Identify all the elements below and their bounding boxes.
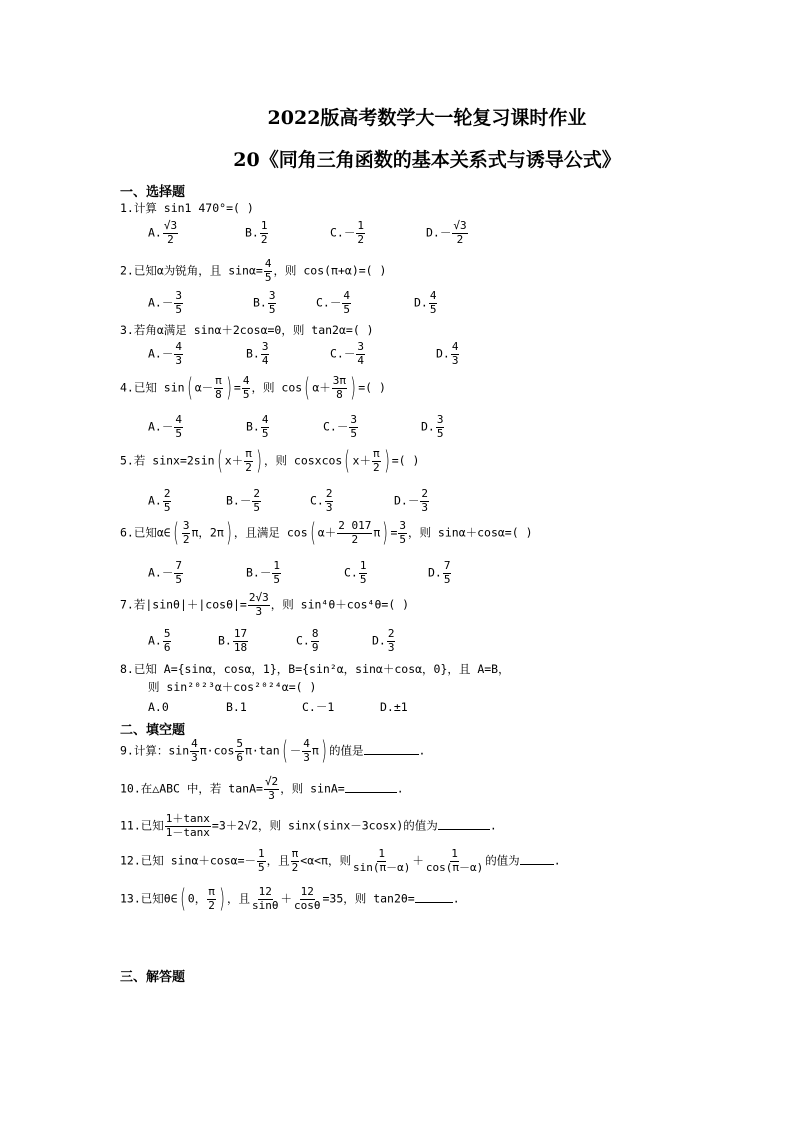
q6-option-a: A.－ $\frac{7}{5}$ <box>148 559 182 586</box>
q2-option-b: B. $\frac{3}{5}$ <box>253 289 276 316</box>
question-1: 1.计算 sin1 470°=( ) <box>120 201 254 215</box>
q8-option-a: A.0 <box>148 700 169 714</box>
q3-option-b: B. $\frac{3}{4}$ <box>246 340 269 367</box>
worksheet-title: 2022版高考数学大一轮复习课时作业 <box>267 107 587 129</box>
q8-option-d: D.±1 <box>380 700 408 714</box>
question-4: 4.已知 sin( α－ $\frac{\pi}{8}$ ) = $\frac{4}{5}$ ，则 cos( α＋ $\frac{3\pi}{8}$ ) =( ) <box>120 373 386 404</box>
q4-option-c: C.－ $\frac{3}{5}$ <box>323 413 357 440</box>
q5-option-c: C. $\frac{2}{3}$ <box>310 487 333 514</box>
q7-option-b: B. $\frac{17}{18}$ <box>218 627 248 654</box>
question-12: 12.已知 sinα＋cosα=－ $\frac{1}{5}$ ，且 $\frac{\pi}{2}$ <α<π，则 $\frac{1}{\sin(\pi-\alpha)}$ ＋ $\frac{1}{\cos(\pi-\alpha)}$ 的值为 . <box>120 847 561 874</box>
question-3: 3.若角α满足 sinα＋2cosα=0，则 tan2α=( ) <box>120 323 374 337</box>
q1-option-d: D.－ $\frac{√3}{2}$ <box>426 219 467 246</box>
q2-option-d: D. $\frac{4}{5}$ <box>414 289 437 316</box>
q6-option-b: B.－ $\frac{1}{5}$ <box>246 559 280 586</box>
question-7: 7.若|sinθ|＋|cosθ|= $\frac{2√3}{3}$ ，则 sin⁴θ＋cos⁴θ=( ) <box>120 591 410 618</box>
q1-option-a: A. $\frac{√3}{2}$ <box>148 219 178 246</box>
q2-option-c: C.－ $\frac{4}{5}$ <box>316 289 350 316</box>
section-fill-in: 二、填空题 <box>120 723 186 738</box>
q8-option-b: B.1 <box>226 700 247 714</box>
q8-option-c: C.－1 <box>302 700 335 714</box>
q7-option-d: D. $\frac{2}{3}$ <box>372 627 395 654</box>
worksheet-subtitle: 20《同角三角函数的基本关系式与诱导公式》 <box>233 149 621 171</box>
q5-option-a: A. $\frac{2}{5}$ <box>148 487 171 514</box>
q3-option-a: A.－ $\frac{4}{3}$ <box>148 340 182 367</box>
q6-option-d: D. $\frac{7}{5}$ <box>428 559 451 586</box>
q5-option-b: B.－ $\frac{2}{5}$ <box>226 487 260 514</box>
question-13: 13.已知θ∈( 0， $\frac{\pi}{2}$ ) ，且 $\frac{12}{\sin\theta}$ ＋ $\frac{12}{\cos\theta}$ =35，则 tan2θ= . <box>120 884 460 915</box>
section-choice: 一、选择题 <box>120 185 186 200</box>
question-2: 2.已知α为锐角，且 sinα= $\frac{4}{5}$ ，则 cos(π+α)=( ) <box>120 257 387 284</box>
section-answer: 三、解答题 <box>120 970 186 985</box>
q7-option-c: C. $\frac{8}{9}$ <box>296 627 319 654</box>
q2-option-a: A.－ $\frac{3}{5}$ <box>148 289 182 316</box>
q3-option-c: C.－ $\frac{3}{4}$ <box>330 340 364 367</box>
q7-option-a: A. $\frac{5}{6}$ <box>148 627 171 654</box>
q1-option-c: C.－ $\frac{1}{2}$ <box>330 219 364 246</box>
question-10: 10.在△ABC 中，若 tanA= $\frac{√2}{3}$ ，则 sinA= . <box>120 775 404 802</box>
question-9: 9.计算：sin $\frac{4}{3}$ π·cos $\frac{5}{6}$ π·tan( － $\frac{4}{3}$ π) 的值是 . <box>120 736 426 767</box>
q4-option-d: D. $\frac{3}{5}$ <box>421 413 444 440</box>
q4-option-b: B. $\frac{4}{5}$ <box>246 413 269 440</box>
q5-option-d: D.－ $\frac{2}{3}$ <box>394 487 428 514</box>
question-11: 11.已知 $\frac{1+\tan x}{1-\tan x}$ =3＋2√2，则 sinx(sinx－3cosx)的值为 . <box>120 812 497 839</box>
question-5: 5.若 sinx=2sin( x＋ $\frac{\pi}{2}$ ) ，则 cosxcos( x＋ $\frac{\pi}{2}$ ) =( ) <box>120 446 420 477</box>
question-8-line2: 则 sin²⁰²³α＋cos²⁰²⁴α=( ) <box>148 680 317 694</box>
q6-option-c: C. $\frac{1}{5}$ <box>344 559 367 586</box>
question-6: 6.已知α∈( $\frac{3}{2}$ π，2π) ，且满足 cos( α＋ $\frac{2 017}{2}$ π) = $\frac{3}{5}$ ，则 sinα＋cosα=( ) <box>120 518 533 549</box>
q4-option-a: A.－ $\frac{4}{5}$ <box>148 413 182 440</box>
question-8-line1: 8.已知 A={sinα，cosα，1}，B={sin²α，sinα＋cosα，0}，且 A=B， <box>120 662 510 676</box>
q1-option-b: B. $\frac{1}{2}$ <box>245 219 268 246</box>
q3-option-d: D. $\frac{4}{3}$ <box>436 340 459 367</box>
